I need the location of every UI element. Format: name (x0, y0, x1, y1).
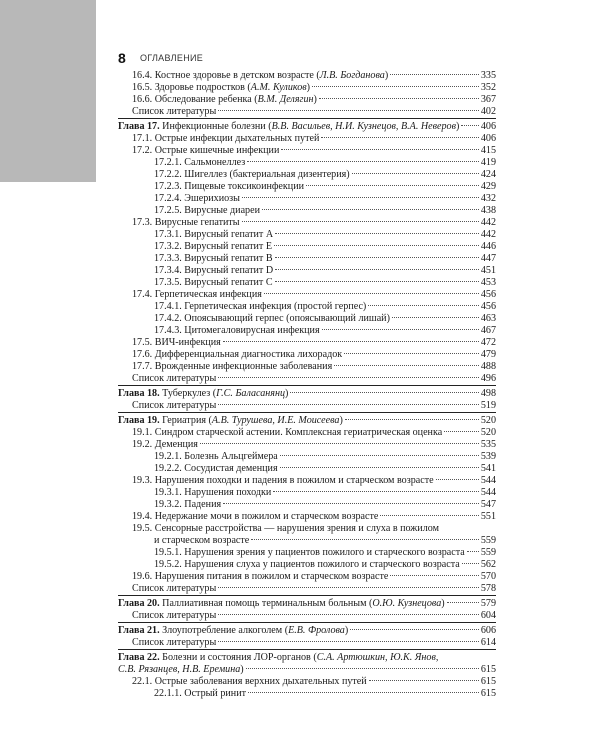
toc-entry[interactable] (118, 301, 496, 313)
toc-entry[interactable] (118, 181, 496, 193)
toc-entry-title: 19.5. Сенсорные расстройства — нарушения зрения и слуха в пожилом (132, 523, 439, 534)
dot-leader (275, 269, 479, 270)
toc-entry[interactable] (118, 313, 496, 325)
dot-leader (275, 233, 479, 234)
toc-page-number: 442 (480, 229, 496, 240)
toc-entry-title: 17.4. Герпетическая инфекция (132, 289, 262, 300)
toc-page-number: 535 (480, 439, 496, 450)
toc-entry-title: и старческом возрасте (154, 535, 250, 546)
toc-chapter-continuation[interactable] (118, 664, 496, 676)
dot-leader (344, 353, 479, 354)
toc-entry[interactable] (118, 325, 496, 337)
dot-leader (369, 680, 479, 681)
dot-leader (392, 317, 479, 318)
toc-entry-title: 17.6. Дифференциальная диагностика лихорадок (132, 349, 343, 360)
dot-leader (368, 305, 479, 306)
dot-leader (436, 479, 479, 480)
toc-page-number: 579 (480, 598, 496, 609)
toc-entry-title: 17.4.2. Опоясывающий герпес (опоясывающий лишай) (154, 313, 390, 324)
toc-page-number: 453 (480, 277, 496, 288)
dot-leader (223, 341, 479, 342)
toc-entry[interactable] (118, 451, 496, 463)
toc-page-number: 498 (480, 388, 496, 399)
dot-leader (345, 419, 479, 420)
toc-entry-title: 19.2.2. Сосудистая деменция (154, 463, 278, 474)
dot-leader (281, 149, 479, 150)
toc-page-number: 446 (480, 241, 496, 252)
dot-leader (350, 629, 479, 630)
dot-leader (390, 74, 479, 75)
toc-entry-title: 17.3.3. Вирусный гепатит B (154, 253, 273, 264)
toc-entry-title: 16.5. Здоровье подростков (А.М. Куликов) (132, 82, 311, 93)
toc-entry-title: Глава 18. Туберкулез (Г.С. Баласанянц) (118, 388, 289, 399)
toc-entry-title: 17.2. Острые кишечные инфекции (132, 145, 280, 156)
toc-page-number: 615 (480, 676, 496, 687)
dot-leader (290, 392, 478, 393)
toc-entry-title: 22.1.1. Острый ринит (154, 688, 247, 699)
toc-entry[interactable] (118, 277, 496, 289)
dot-leader (275, 257, 479, 258)
dot-leader (273, 491, 479, 492)
toc-entry[interactable] (118, 241, 496, 253)
toc-page-number: 570 (480, 571, 496, 582)
toc-entry-title: Список литературы (132, 106, 217, 117)
toc-entry-title: 17.2.3. Пищевые токсикоинфекции (154, 181, 305, 192)
toc-page-number: 606 (480, 625, 496, 636)
toc-page-number: 559 (480, 547, 496, 558)
toc-entry[interactable] (118, 676, 496, 688)
dot-leader (223, 503, 479, 504)
toc-entry[interactable] (118, 511, 496, 523)
toc-chapter[interactable] (118, 121, 496, 133)
dot-leader (319, 98, 479, 99)
dot-leader (218, 377, 479, 378)
toc-entry[interactable] (118, 94, 496, 106)
toc-page-number: 578 (480, 583, 496, 594)
toc-page-number: 424 (480, 169, 496, 180)
toc-entry[interactable] (118, 337, 496, 349)
dot-leader (306, 185, 479, 186)
dot-leader (447, 602, 479, 603)
toc-entry-title: Список литературы (132, 637, 217, 648)
toc-entry[interactable] (118, 559, 496, 571)
toc-entry-title: 17.3.4. Вирусный гепатит D (154, 265, 274, 276)
toc-entry-title: 17.7. Врожденные инфекционные заболевания (132, 361, 333, 372)
toc-entry[interactable] (118, 400, 496, 413)
dot-leader (275, 281, 479, 282)
dot-leader (352, 173, 479, 174)
toc-entry[interactable] (118, 499, 496, 511)
toc-entry-title: С.В. Рязанцев, Н.В. Еремина) (118, 664, 244, 675)
toc-entry[interactable] (118, 217, 496, 229)
toc-entry-title: 17.3.2. Вирусный гепатит E (154, 241, 272, 252)
toc-entry-title: 17.3. Вирусные гепатиты (132, 217, 240, 228)
toc-chapter[interactable] (118, 625, 496, 637)
toc-entry-title: Глава 22. Болезни и состояния ЛОР-органов (С.А. Артюшкин, Ю.К. Янов, (118, 652, 439, 663)
toc-chapter[interactable] (118, 388, 496, 400)
toc-page-number: 406 (480, 121, 496, 132)
toc-entry[interactable] (118, 193, 496, 205)
toc-entry-title: Глава 20. Паллиативная помощь терминальным больным (О.Ю. Кузнецова) (118, 598, 445, 609)
toc-entry[interactable] (118, 475, 496, 487)
page-number: 8 (118, 50, 126, 66)
toc-entry[interactable] (118, 349, 496, 361)
toc-page-number: 335 (480, 70, 496, 81)
toc-page-number: 544 (480, 475, 496, 486)
toc-entry[interactable] (118, 487, 496, 499)
toc-entry-title: Список литературы (132, 400, 217, 411)
toc-page-number: 479 (480, 349, 496, 360)
toc-entry-title: Глава 21. Злоупотребление алкоголем (Е.В. Фролова) (118, 625, 349, 636)
toc-entry-title: 19.4. Недержание мочи в пожилом и старческом возрасте (132, 511, 379, 522)
dot-leader (334, 365, 479, 366)
toc-entry-title: 17.4.3. Цитомегаловирусная инфекция (154, 325, 320, 336)
toc-page-number: 615 (480, 664, 496, 675)
toc-page-number: 467 (480, 325, 496, 336)
toc-page-number: 352 (480, 82, 496, 93)
toc-entry[interactable] (118, 427, 496, 439)
dot-leader (246, 668, 479, 669)
toc-entry[interactable] (118, 361, 496, 373)
dot-leader (274, 245, 479, 246)
toc-entry-title: 19.3. Нарушения походки и падения в пожилом и старческом возрасте (132, 475, 434, 486)
toc-page-number: 456 (480, 301, 496, 312)
dot-leader (380, 515, 478, 516)
toc-entry[interactable] (118, 229, 496, 241)
toc-entry-title: 19.5.2. Нарушения слуха у пациентов пожилого и старческого возраста (154, 559, 460, 570)
dot-leader (280, 455, 479, 456)
toc-entry-title: 17.4.1. Герпетическая инфекция (простой герпес) (154, 301, 367, 312)
toc-entry[interactable] (118, 70, 496, 82)
toc-entry-title: 17.2.4. Эшерихиозы (154, 193, 240, 204)
dot-leader (262, 209, 479, 210)
toc-page-number: 429 (480, 181, 496, 192)
toc-chapter[interactable] (118, 652, 496, 664)
toc-entry[interactable] (118, 205, 496, 217)
toc-chapter[interactable] (118, 598, 496, 610)
toc-page-number: 402 (480, 106, 496, 117)
toc-entry-title: 19.3.2. Падения (154, 499, 222, 510)
toc-page-number: 614 (480, 637, 496, 648)
toc-entry[interactable] (118, 157, 496, 169)
dot-leader (218, 110, 479, 111)
toc-entry[interactable] (118, 688, 496, 700)
toc-entry[interactable] (118, 610, 496, 623)
gray-tab-band (0, 0, 96, 182)
toc-entry-title: 16.6. Обследование ребенка (В.М. Делягин) (132, 94, 317, 105)
toc-page-number: 463 (480, 313, 496, 324)
dot-leader (247, 161, 479, 162)
toc-page-number: 559 (480, 535, 496, 546)
dot-leader (467, 551, 479, 552)
toc-page-number: 541 (480, 463, 496, 474)
toc-page-number: 419 (480, 157, 496, 168)
toc-entry-title: 19.2.1. Болезнь Альцгеймера (154, 451, 278, 462)
dot-leader (462, 563, 479, 564)
toc-page-number: 447 (480, 253, 496, 264)
toc-page-number: 438 (480, 205, 496, 216)
toc-entry-continuation[interactable] (118, 535, 496, 547)
toc-entry-title: Список литературы (132, 610, 217, 621)
toc-entry-title: 17.5. ВИЧ-инфекция (132, 337, 221, 348)
toc-entry-title: 17.3.5. Вирусный гепатит C (154, 277, 273, 288)
toc-entry[interactable] (118, 571, 496, 583)
toc-entry[interactable] (118, 145, 496, 157)
toc-page-number: 442 (480, 217, 496, 228)
toc-entry[interactable] (118, 463, 496, 475)
toc-entry[interactable] (118, 253, 496, 265)
toc-entry-title: Глава 17. Инфекционные болезни (В.В. Васильев, Н.И. Кузнецов, В.А. Неверов) (118, 121, 460, 132)
toc-page-number: 551 (480, 511, 496, 522)
toc-entry-title: 22.1. Острые заболевания верхних дыхательных путей (132, 676, 367, 687)
dot-leader (280, 467, 479, 468)
toc-entry-title: 19.5.1. Нарушения зрения у пациентов пожилого и старческого возраста (154, 547, 465, 558)
toc-entry[interactable] (118, 106, 496, 119)
dot-leader (248, 692, 479, 693)
toc-entry-title: 17.2.1. Сальмонеллез (154, 157, 246, 168)
dot-leader (312, 86, 479, 87)
toc-page-number: 456 (480, 289, 496, 300)
dot-leader (200, 443, 479, 444)
toc-page-number: 432 (480, 193, 496, 204)
toc-entry-title: 16.4. Костное здоровье в детском возрасте (Л.В. Богданова) (132, 70, 389, 81)
toc-page-number: 547 (480, 499, 496, 510)
toc-page-number: 451 (480, 265, 496, 276)
dot-leader (251, 539, 479, 540)
dot-leader (218, 404, 479, 405)
toc-entry-title: Глава 19. Гериатрия (А.В. Турушева, И.Е. Моисеева) (118, 415, 343, 426)
toc-page-number: 472 (480, 337, 496, 348)
toc-page-number: 406 (480, 133, 496, 144)
toc-entry[interactable] (118, 439, 496, 451)
table-of-contents (118, 70, 496, 700)
toc-entry-title: 17.1. Острые инфекции дыхательных путей (132, 133, 320, 144)
dot-leader (444, 431, 479, 432)
toc-page-number: 539 (480, 451, 496, 462)
toc-entry-title: Список литературы (132, 583, 217, 594)
dot-leader (242, 197, 479, 198)
toc-entry[interactable] (118, 547, 496, 559)
toc-entry[interactable] (118, 82, 496, 94)
dot-leader (321, 137, 478, 138)
toc-page-number: 520 (480, 415, 496, 426)
dot-leader (390, 575, 478, 576)
toc-page-number: 615 (480, 688, 496, 699)
dot-leader (322, 329, 479, 330)
toc-entry[interactable] (118, 523, 496, 535)
toc-chapter[interactable] (118, 415, 496, 427)
toc-page-number: 415 (480, 145, 496, 156)
toc-entry[interactable] (118, 373, 496, 386)
toc-entry-title: 17.3.1. Вирусный гепатит A (154, 229, 274, 240)
toc-entry-title: 17.2.2. Шигеллез (бактериальная дизентерия) (154, 169, 350, 180)
dot-leader (264, 293, 479, 294)
dot-leader (242, 221, 479, 222)
dot-leader (461, 125, 479, 126)
running-title: ОГЛАВЛЕНИЕ (140, 53, 204, 63)
toc-entry-title: Список литературы (132, 373, 217, 384)
dot-leader (218, 587, 479, 588)
toc-entry[interactable] (118, 637, 496, 650)
dot-leader (218, 641, 479, 642)
toc-entry[interactable] (118, 169, 496, 181)
toc-page-number: 496 (480, 373, 496, 384)
dot-leader (218, 614, 479, 615)
toc-entry-title: 19.2. Деменция (132, 439, 198, 450)
toc-entry-title: 17.2.5. Вирусные диареи (154, 205, 260, 216)
toc-entry-title: 19.3.1. Нарушения походки (154, 487, 272, 498)
toc-entry-title: 19.1. Синдром старческой астении. Комплексная гериатрическая оценка (132, 427, 443, 438)
toc-page-number: 488 (480, 361, 496, 372)
toc-entry-title: 19.6. Нарушения питания в пожилом и старческом возрасте (132, 571, 389, 582)
toc-page-number: 367 (480, 94, 496, 105)
toc-entry[interactable] (118, 289, 496, 301)
toc-entry[interactable] (118, 133, 496, 145)
toc-page-number: 562 (480, 559, 496, 570)
toc-entry[interactable] (118, 583, 496, 596)
toc-page-number: 520 (480, 427, 496, 438)
toc-page-number: 544 (480, 487, 496, 498)
toc-page-number: 604 (480, 610, 496, 621)
toc-page-number: 519 (480, 400, 496, 411)
toc-entry[interactable] (118, 265, 496, 277)
